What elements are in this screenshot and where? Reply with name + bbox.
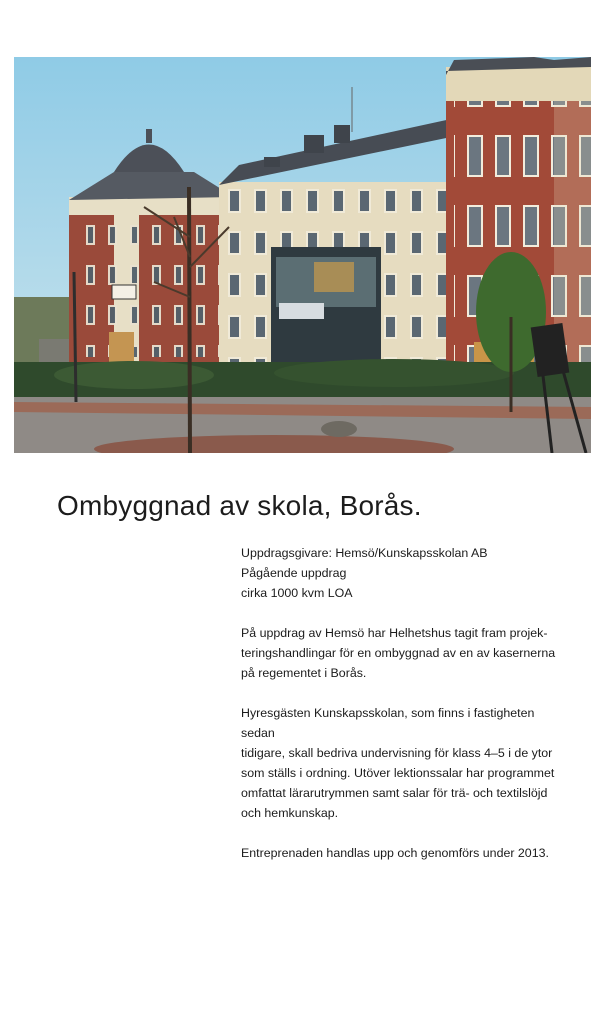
status-line: Pågående uppdrag (241, 566, 347, 580)
project-meta (241, 543, 571, 603)
area-line: cirka 1000 kvm LOA (241, 586, 353, 600)
client-line: Uppdragsgivare: Hemsö/Kunskapsskolan AB (241, 546, 488, 560)
building-photo (14, 57, 591, 453)
page-title: Ombyggnad av skola, Borås. (57, 490, 422, 521)
paragraph-tenant: Hyresgästen Kunskapsskolan, som finns i fastigheten sedan tidigare, skall bedriva undervisning för klass 4–5 i de ytor som ställs i ordning. Utöver lektionssalar har programmet omfattat lärarutrymmen samt salar för trä- och textilslöjd och hemkunskap. (241, 706, 555, 820)
paragraph-assignment: På uppdrag av Hemsö har Helhetshus tagit fram projek- teringshandlingar för en ombyggnad av en av kasernerna på regementet i Borås. (241, 626, 556, 680)
project-description (241, 543, 571, 883)
paragraph-contract: Entreprenaden handlas upp och genomförs under 2013. (241, 846, 549, 860)
